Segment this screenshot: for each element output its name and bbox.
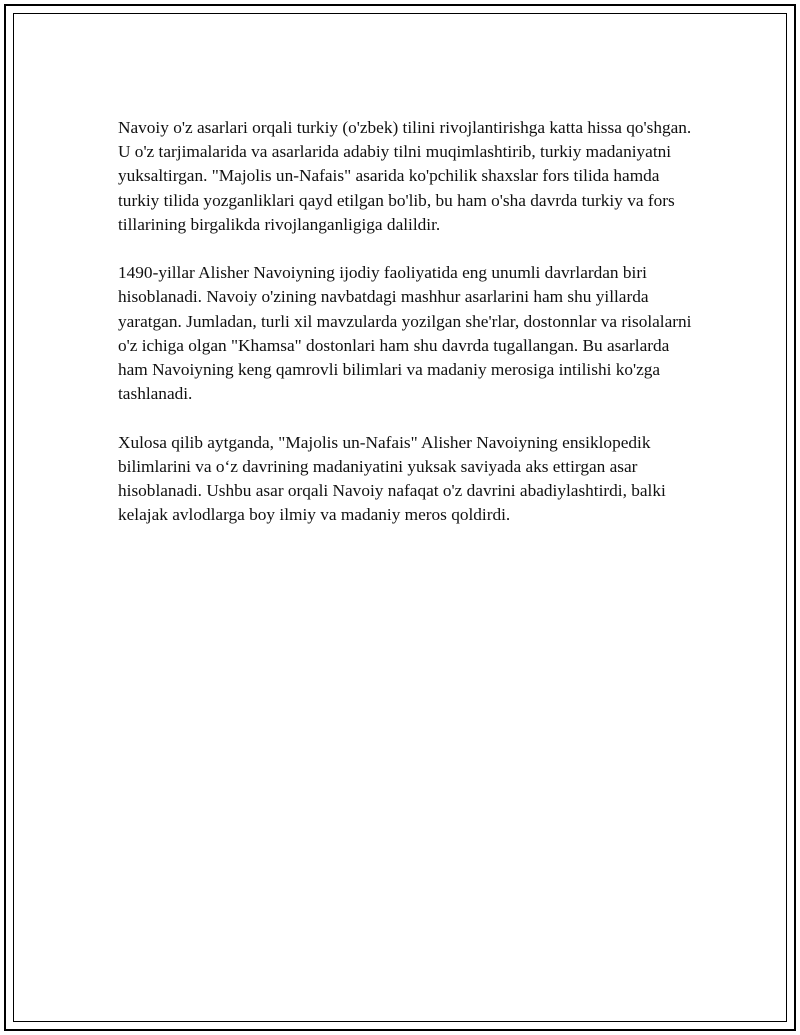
paragraph-3: Xulosa qilib aytganda, "Majolis un-Nafais" Alisher Navoiyning ensiklopedik bilimlarini va o‘z davrining madaniyatini yuksak saviyada aks ettirgan asar hisoblanadi. Ushbu asar orqali Navoiy nafaqat o'z davrini abadiylashtirdi, balki kelajak avlodlarga boy ilmiy va madaniy meros qoldirdi. xyxy=(118,432,666,525)
paragraph-1: Navoiy o'z asarlari orqali turkiy (o'zbek) tilini rivojlantirishga katta hissa qo'shgan. U o'z tarjimalarida va asarlarida adabiy tilni muqimlashtirib, turkiy madaniyatni yuksaltirgan. "Majolis un-Nafais" asarida ko'pchilik shaxslar fors tilida hamda turkiy tilida yozganliklari qayd etilgan bo'lib, bu ham o'sha davrda turkiy va fors tillarining birgalikda rivojlanganligiga dalildir. xyxy=(118,118,692,234)
document-body xyxy=(118,116,698,552)
paragraph-2: 1490-yillar Alisher Navoiyning ijodiy faoliyatida eng unumli davrlardan biri hisoblanadi. Navoiy o'zining navbatdagi mashhur asarlarini ham shu yillarda yaratgan. Jumladan, turli xil mavzularda yozilgan she'rlar, dostonnlar va risolalarni o'z ichiga olgan "Khamsa" dostonlari ham shu davrda tugallangan. Bu asarlarda ham Navoiyning keng qamrovli bilimlari va madaniy merosiga intilishi ko'zga tashlanadi. xyxy=(118,263,692,404)
